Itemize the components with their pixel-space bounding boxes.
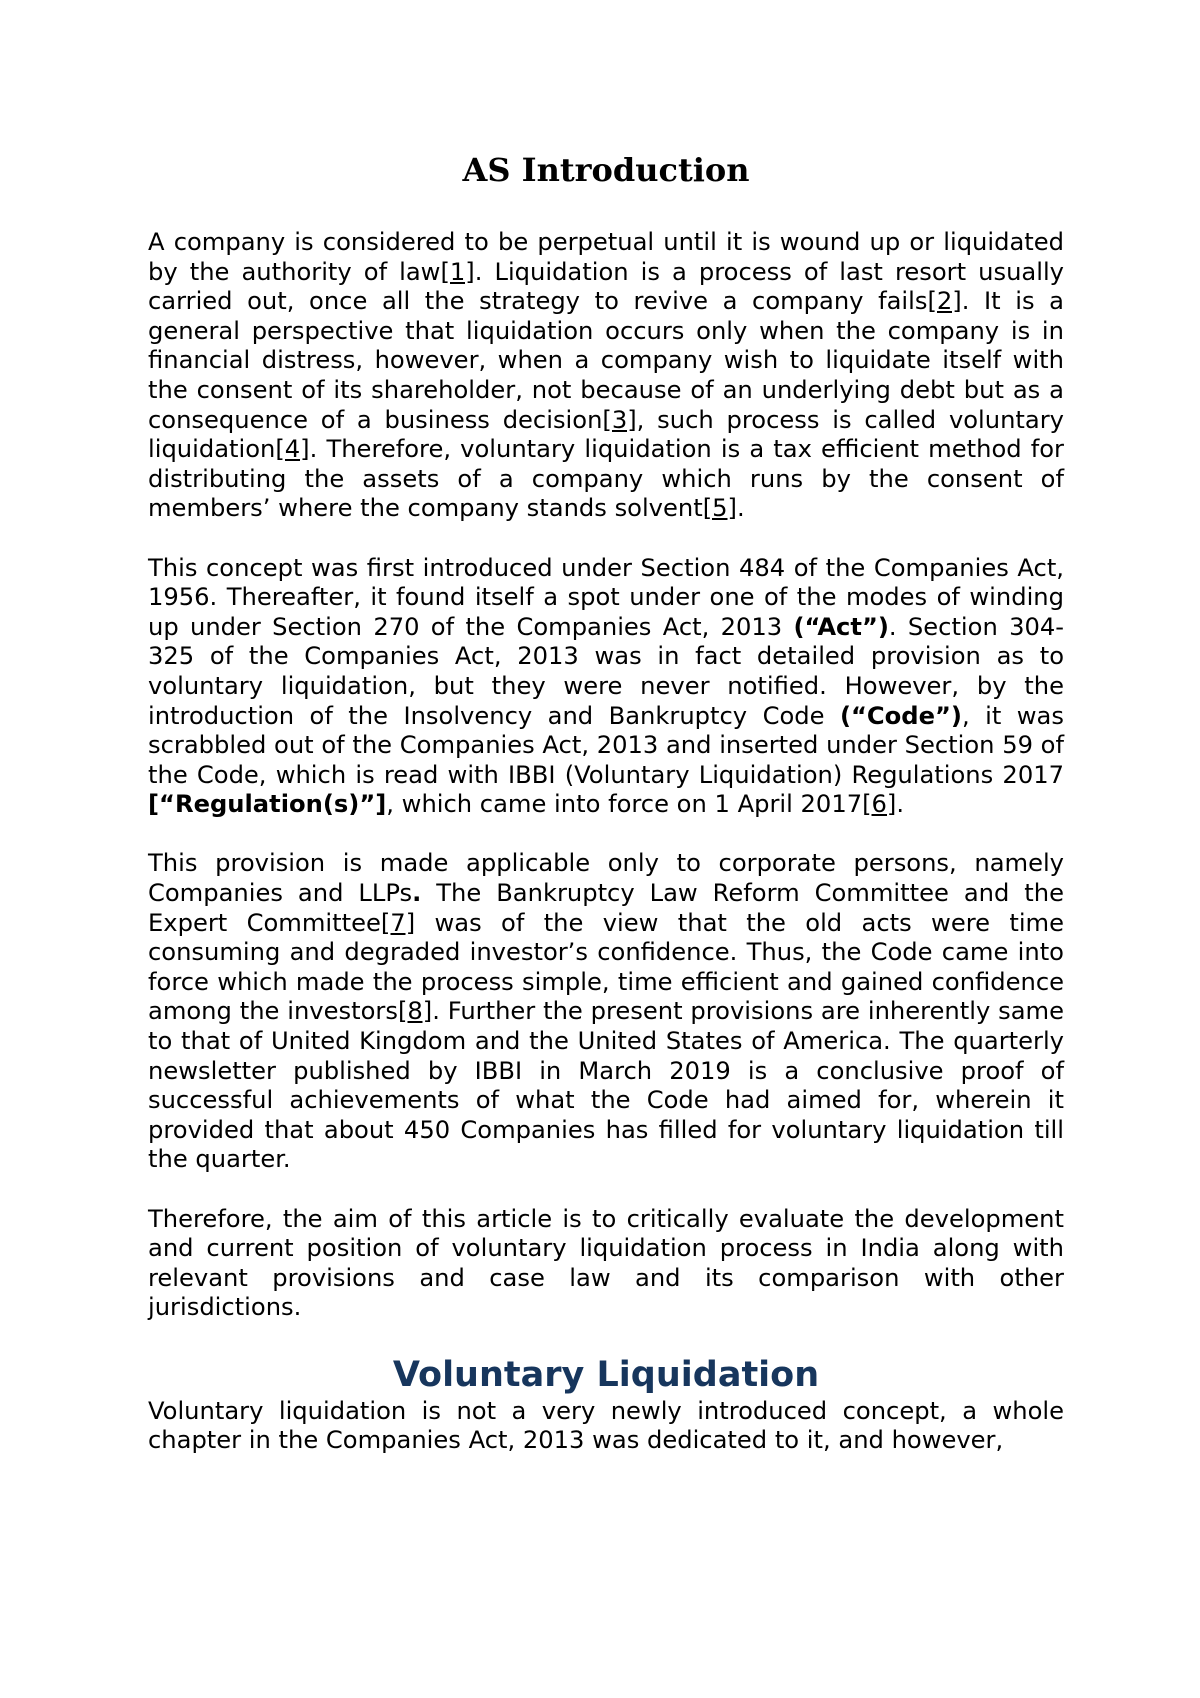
footnote-ref-8[interactable]: [8] — [397, 997, 433, 1026]
paragraph-text: . — [896, 790, 905, 819]
section-heading: Voluntary Liquidation — [392, 1354, 820, 1395]
document-body — [148, 150, 1064, 1485]
paragraph-text: . Liquidation is a process of last resort usually carried out, once all the strategy to revive a company fails — [148, 257, 1064, 316]
bold-period: . — [412, 879, 422, 908]
intro-paragraph — [148, 228, 1064, 524]
section-paragraph: Voluntary liquidation is not a very newly introduced concept, a whole chapter in the Companies Act, 2013 was dedicated to it, and however, — [148, 1396, 1064, 1455]
footnote-ref-2[interactable]: [2] — [927, 287, 962, 316]
paragraph-text: . Therefore, voluntary liquidation is a tax efficient method for distributing the assets of a company which runs by the consent of members’ where the company stands solvent — [148, 435, 1064, 523]
paragraph-text: , which came into force on 1 April 2017 — [386, 790, 863, 819]
document-title: AS Introduction — [462, 151, 750, 189]
paragraph-text: This concept was first introduced under Section 484 of the Companies Act, 1956. Thereafter, it found itself a spot under one of the modes of winding up under Section 270 of the Companies Act, 2013 — [148, 553, 1064, 641]
footnote-ref-7[interactable]: [7] — [380, 908, 416, 937]
footnote-ref-4[interactable]: [4] — [275, 435, 310, 464]
paragraph-text: was of the view that the old acts were time consuming and degraded investor’s confidence. Thus, the Code came into force which made the process simple, time efficient and gained confidence among the investors — [148, 908, 1064, 1026]
footnote-ref-5[interactable]: [5] — [702, 494, 737, 523]
paragraph-text: . Further the present provisions are inherently same to that of United Kingdom and the United States of America. The quarterly newsletter published by IBBI in March 2019 is a conclusive proof of successful achievements of what the Code had aimed for, wherein it provided that about 450 Companies has filled for voluntary liquidation till the quarter. — [148, 997, 1064, 1174]
paragraph-text: A company is considered to be perpetual until it is wound up or liquidated by the authority of law — [148, 228, 1064, 286]
history-paragraph — [148, 554, 1064, 820]
paragraph-text: . — [736, 494, 745, 523]
paragraph-text: . Section 304-325 of the Companies Act, 2013 was in fact detailed provision as to voluntary liquidation, but they were never notified. However, by the introduction of the Insolvency and Bankruptcy Code — [148, 612, 1064, 730]
footnote-ref-1[interactable]: [1] — [440, 257, 475, 286]
paragraph-text: , such process is called voluntary liquidation — [148, 405, 1064, 464]
defined-term-act: (“Act”) — [793, 612, 889, 641]
paragraph-text: . It is a general perspective that liquidation occurs only when the company is in financial distress, however, when a company wish to liquidate itself with the consent of its shareholder, not because of an underlying debt but as a consequence of a business decision — [148, 287, 1065, 434]
defined-term-regulations: [“Regulation(s)”] — [148, 790, 387, 819]
footnote-ref-3[interactable]: [3] — [602, 405, 637, 434]
aim-paragraph: Therefore, the aim of this article is to critically evaluate the development and current position of voluntary liquidation process in India along with relevant provisions and case law and its comparison with other jurisdictions. — [148, 1204, 1064, 1322]
paragraph-text: This provision is made applicable only to corporate persons, namely Companies and LLPs — [148, 849, 1064, 908]
defined-term-code: (“Code”) — [839, 701, 962, 730]
applicability-paragraph — [148, 849, 1064, 1175]
footnote-ref-6[interactable]: [6] — [862, 790, 897, 819]
paragraph-text: The Bankruptcy Law Reform Committee and the Expert Committee — [148, 879, 1064, 937]
paragraph-text: , it was scrabbled out of the Companies Act, 2013 and inserted under Section 59 of the Code, which is read with IBBI (Voluntary Liquidation) Regulations 2017 — [148, 701, 1064, 789]
